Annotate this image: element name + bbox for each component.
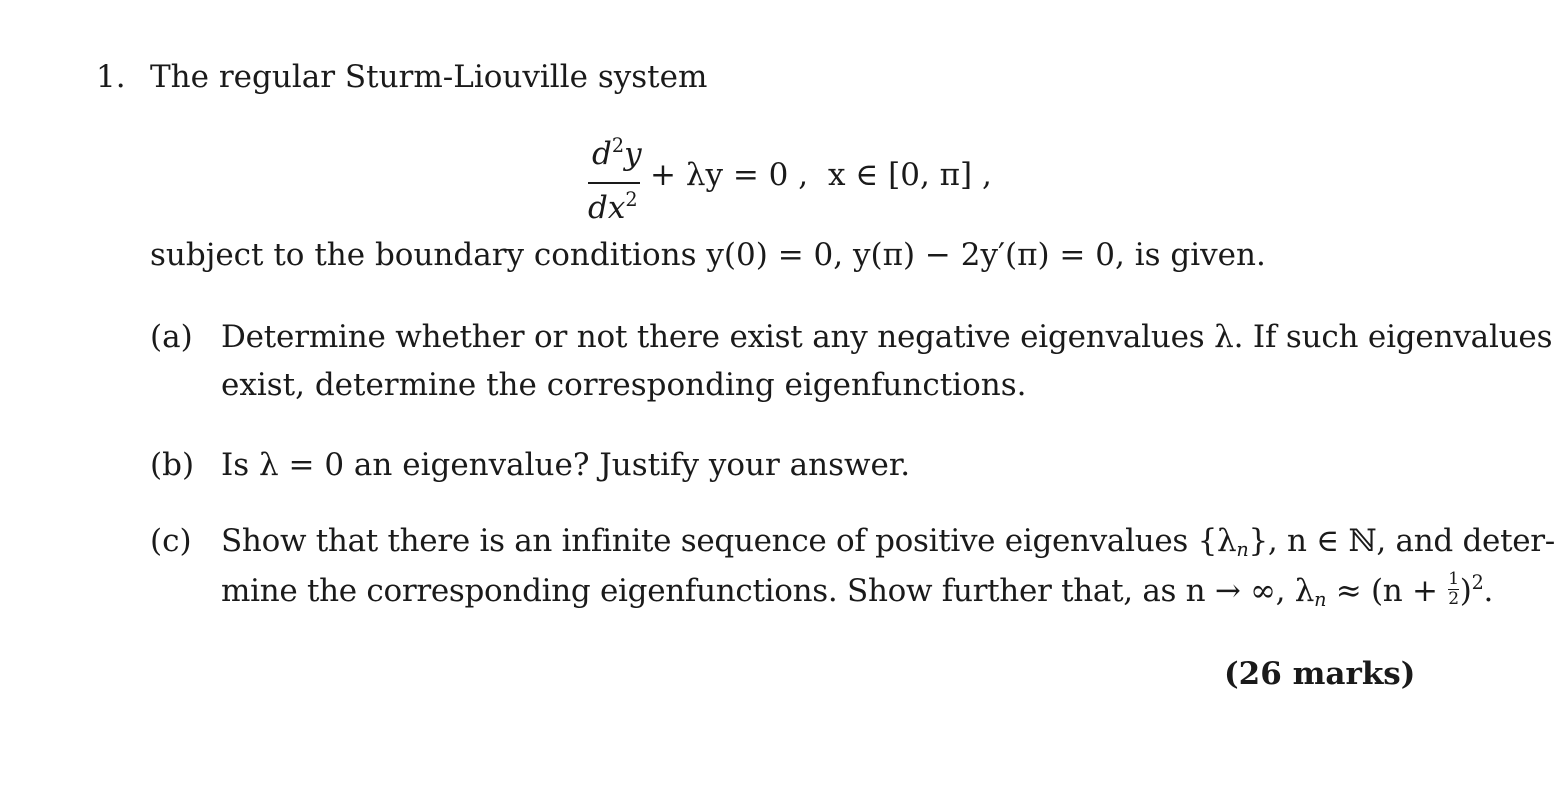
one-half-fraction: $\frac{1}{2}$ — [1448, 569, 1459, 610]
marks-label: (26 marks) — [1224, 656, 1416, 692]
fraction-numerator: $d^2y$ — [592, 134, 642, 172]
boundary-text: subject to the boundary conditions — [150, 237, 697, 273]
part-a-label: (a) — [150, 319, 193, 355]
part-b-label: (b) — [150, 447, 195, 483]
part-a-line1: Determine whether or not there exist any negative eigenvalues λ. If such eigenvalues — [221, 319, 1553, 355]
problem-intro: The regular Sturm-Liouville system — [150, 59, 708, 95]
part-b-line1: Is λ = 0 an eigenvalue? Justify your answer. — [221, 447, 911, 483]
part-c-label: (c) — [150, 523, 192, 559]
fraction-denominator: $dx^2$ — [588, 188, 638, 226]
boundary-end: , is given. — [1115, 237, 1266, 273]
equation-rest: + λy = 0 , — [650, 157, 809, 193]
part-c-line1: Show that there is an infinite sequence of positive eigenvalues $\{\lambda_n\}$, n ∈ ℕ, and deter- — [221, 523, 1555, 561]
bc-two: y(π) − 2y′(π) = 0 — [852, 237, 1115, 273]
boundary-conditions-line: subject to the boundary conditions y(0) = 0, y(π) − 2y′(π) = 0, is given. — [150, 237, 1266, 273]
problem-number: 1. — [96, 59, 126, 95]
part-a-line2: exist, determine the corresponding eigenfunctions. — [221, 367, 1027, 403]
equation-domain: x ∈ [0, π] , — [828, 157, 992, 193]
part-c-line2: mine the corresponding eigenfunctions. Show further that, as n → ∞, $\lambda_n \approx (n$ + $\frac{1}{2}$ )$^2$. — [221, 569, 1494, 611]
bc-one: y(0) = 0 — [706, 237, 834, 273]
fraction-bar — [588, 182, 640, 184]
